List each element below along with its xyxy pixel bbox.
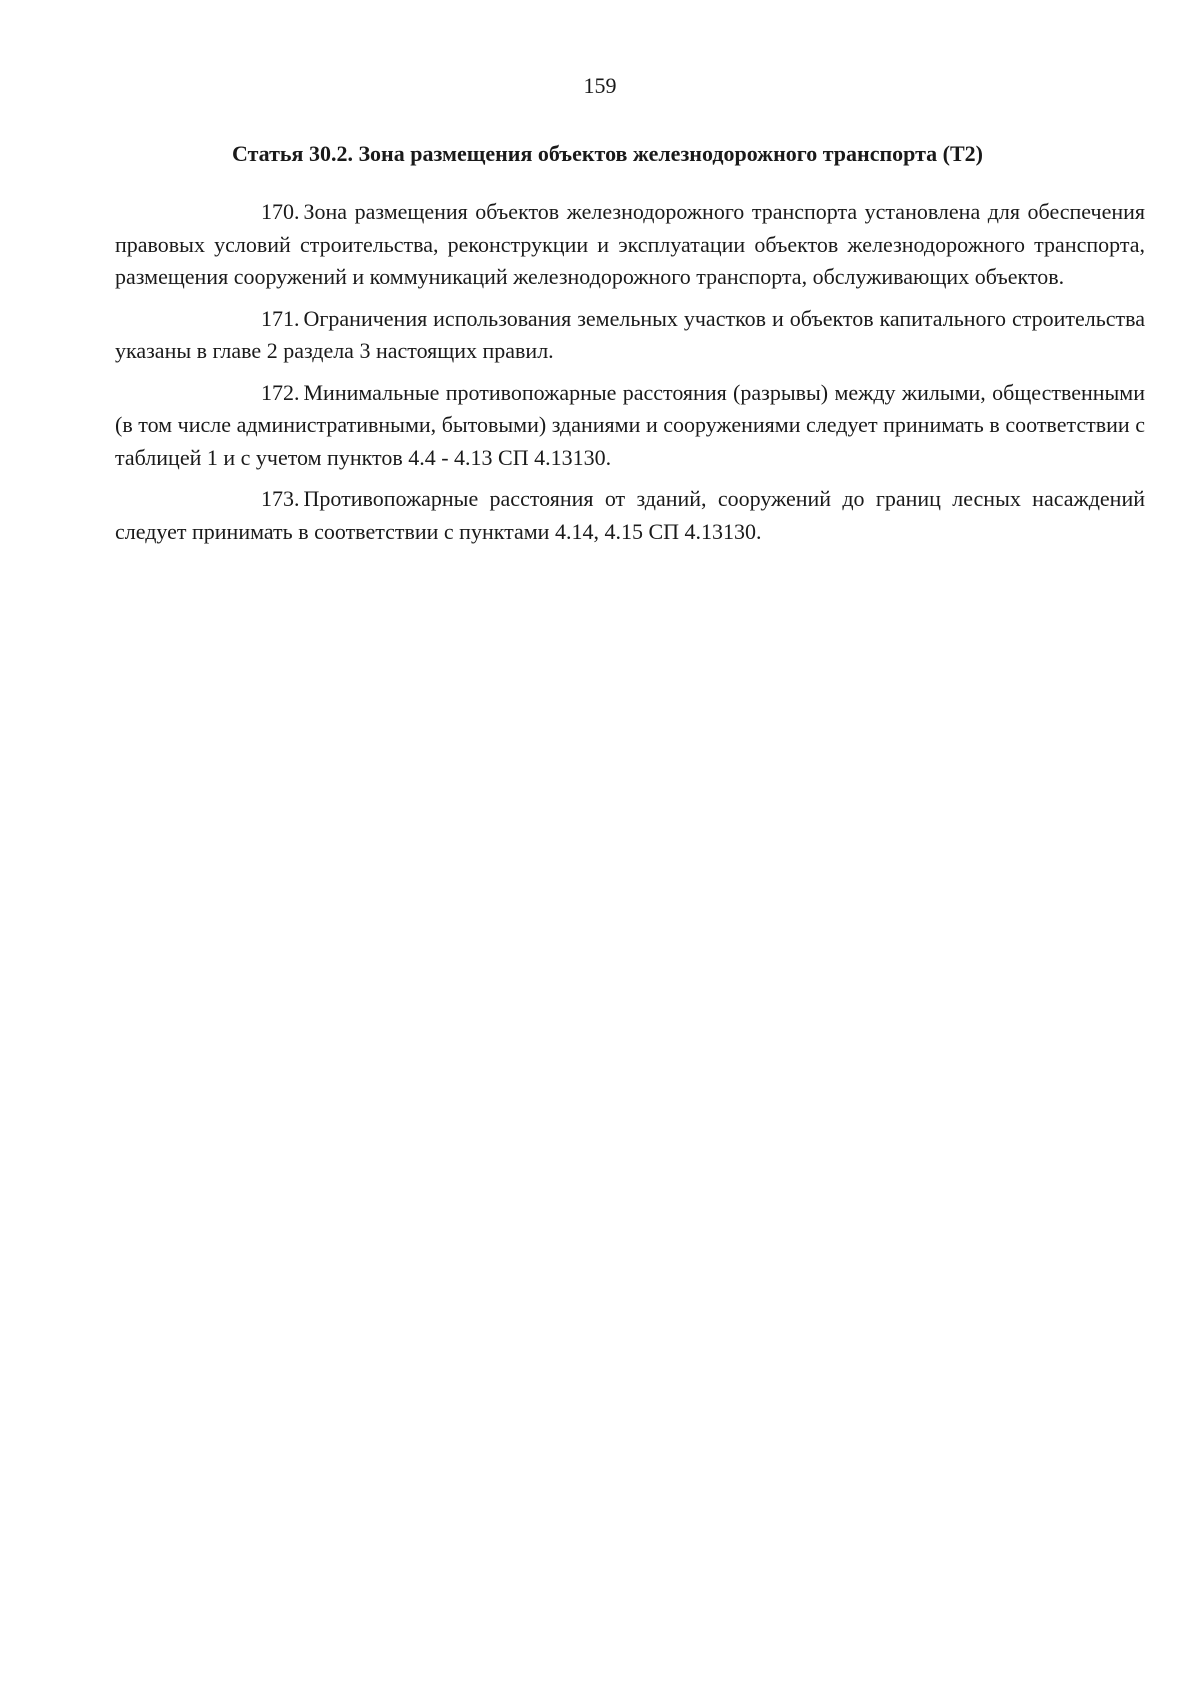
- paragraph-text: Минимальные противопожарные расстояния (разрывы) между жилыми, общественными (в том числе административными, бытовыми) зданиями и сооружениями следует принимать в соответствии с таблицей 1 и с учетом пунктов 4.4 - 4.13 СП 4.13130.: [115, 379, 1145, 470]
- paragraph-number: 173.: [261, 486, 300, 511]
- paragraph-number: 172.: [261, 379, 300, 405]
- page-number: 159: [583, 73, 617, 98]
- paragraph-170: [115, 196, 1145, 294]
- paragraph-text: Противопожарные расстояния от зданий, сооружений до границ лесных насаждений следует принимать в соответствии с пунктами 4.14, 4.15 СП 4.13130.: [115, 486, 1145, 544]
- paragraph-172: [115, 377, 1145, 475]
- paragraph-number: 170.: [261, 199, 300, 224]
- paragraph-text: Ограничения использования земельных участков и объектов капитального строительства указаны в главе 2 раздела 3 настоящих правил.: [115, 305, 1145, 363]
- paragraph-number: 171.: [261, 305, 300, 331]
- paragraph-173: [115, 483, 1145, 548]
- article-body: [115, 196, 1145, 557]
- paragraph-171: [115, 303, 1145, 368]
- paragraph-text: Зона размещения объектов железнодорожного транспорта установлена для обеспечения правовых условий строительства, реконструкции и эксплуатации объектов железнодорожного транспорта, размещения сооружений и коммуникаций железнодорожного транспорта, обслуживающих объектов.: [115, 199, 1145, 289]
- article-title: Статья 30.2. Зона размещения объектов железнодорожного транспорта (Т2): [232, 141, 983, 166]
